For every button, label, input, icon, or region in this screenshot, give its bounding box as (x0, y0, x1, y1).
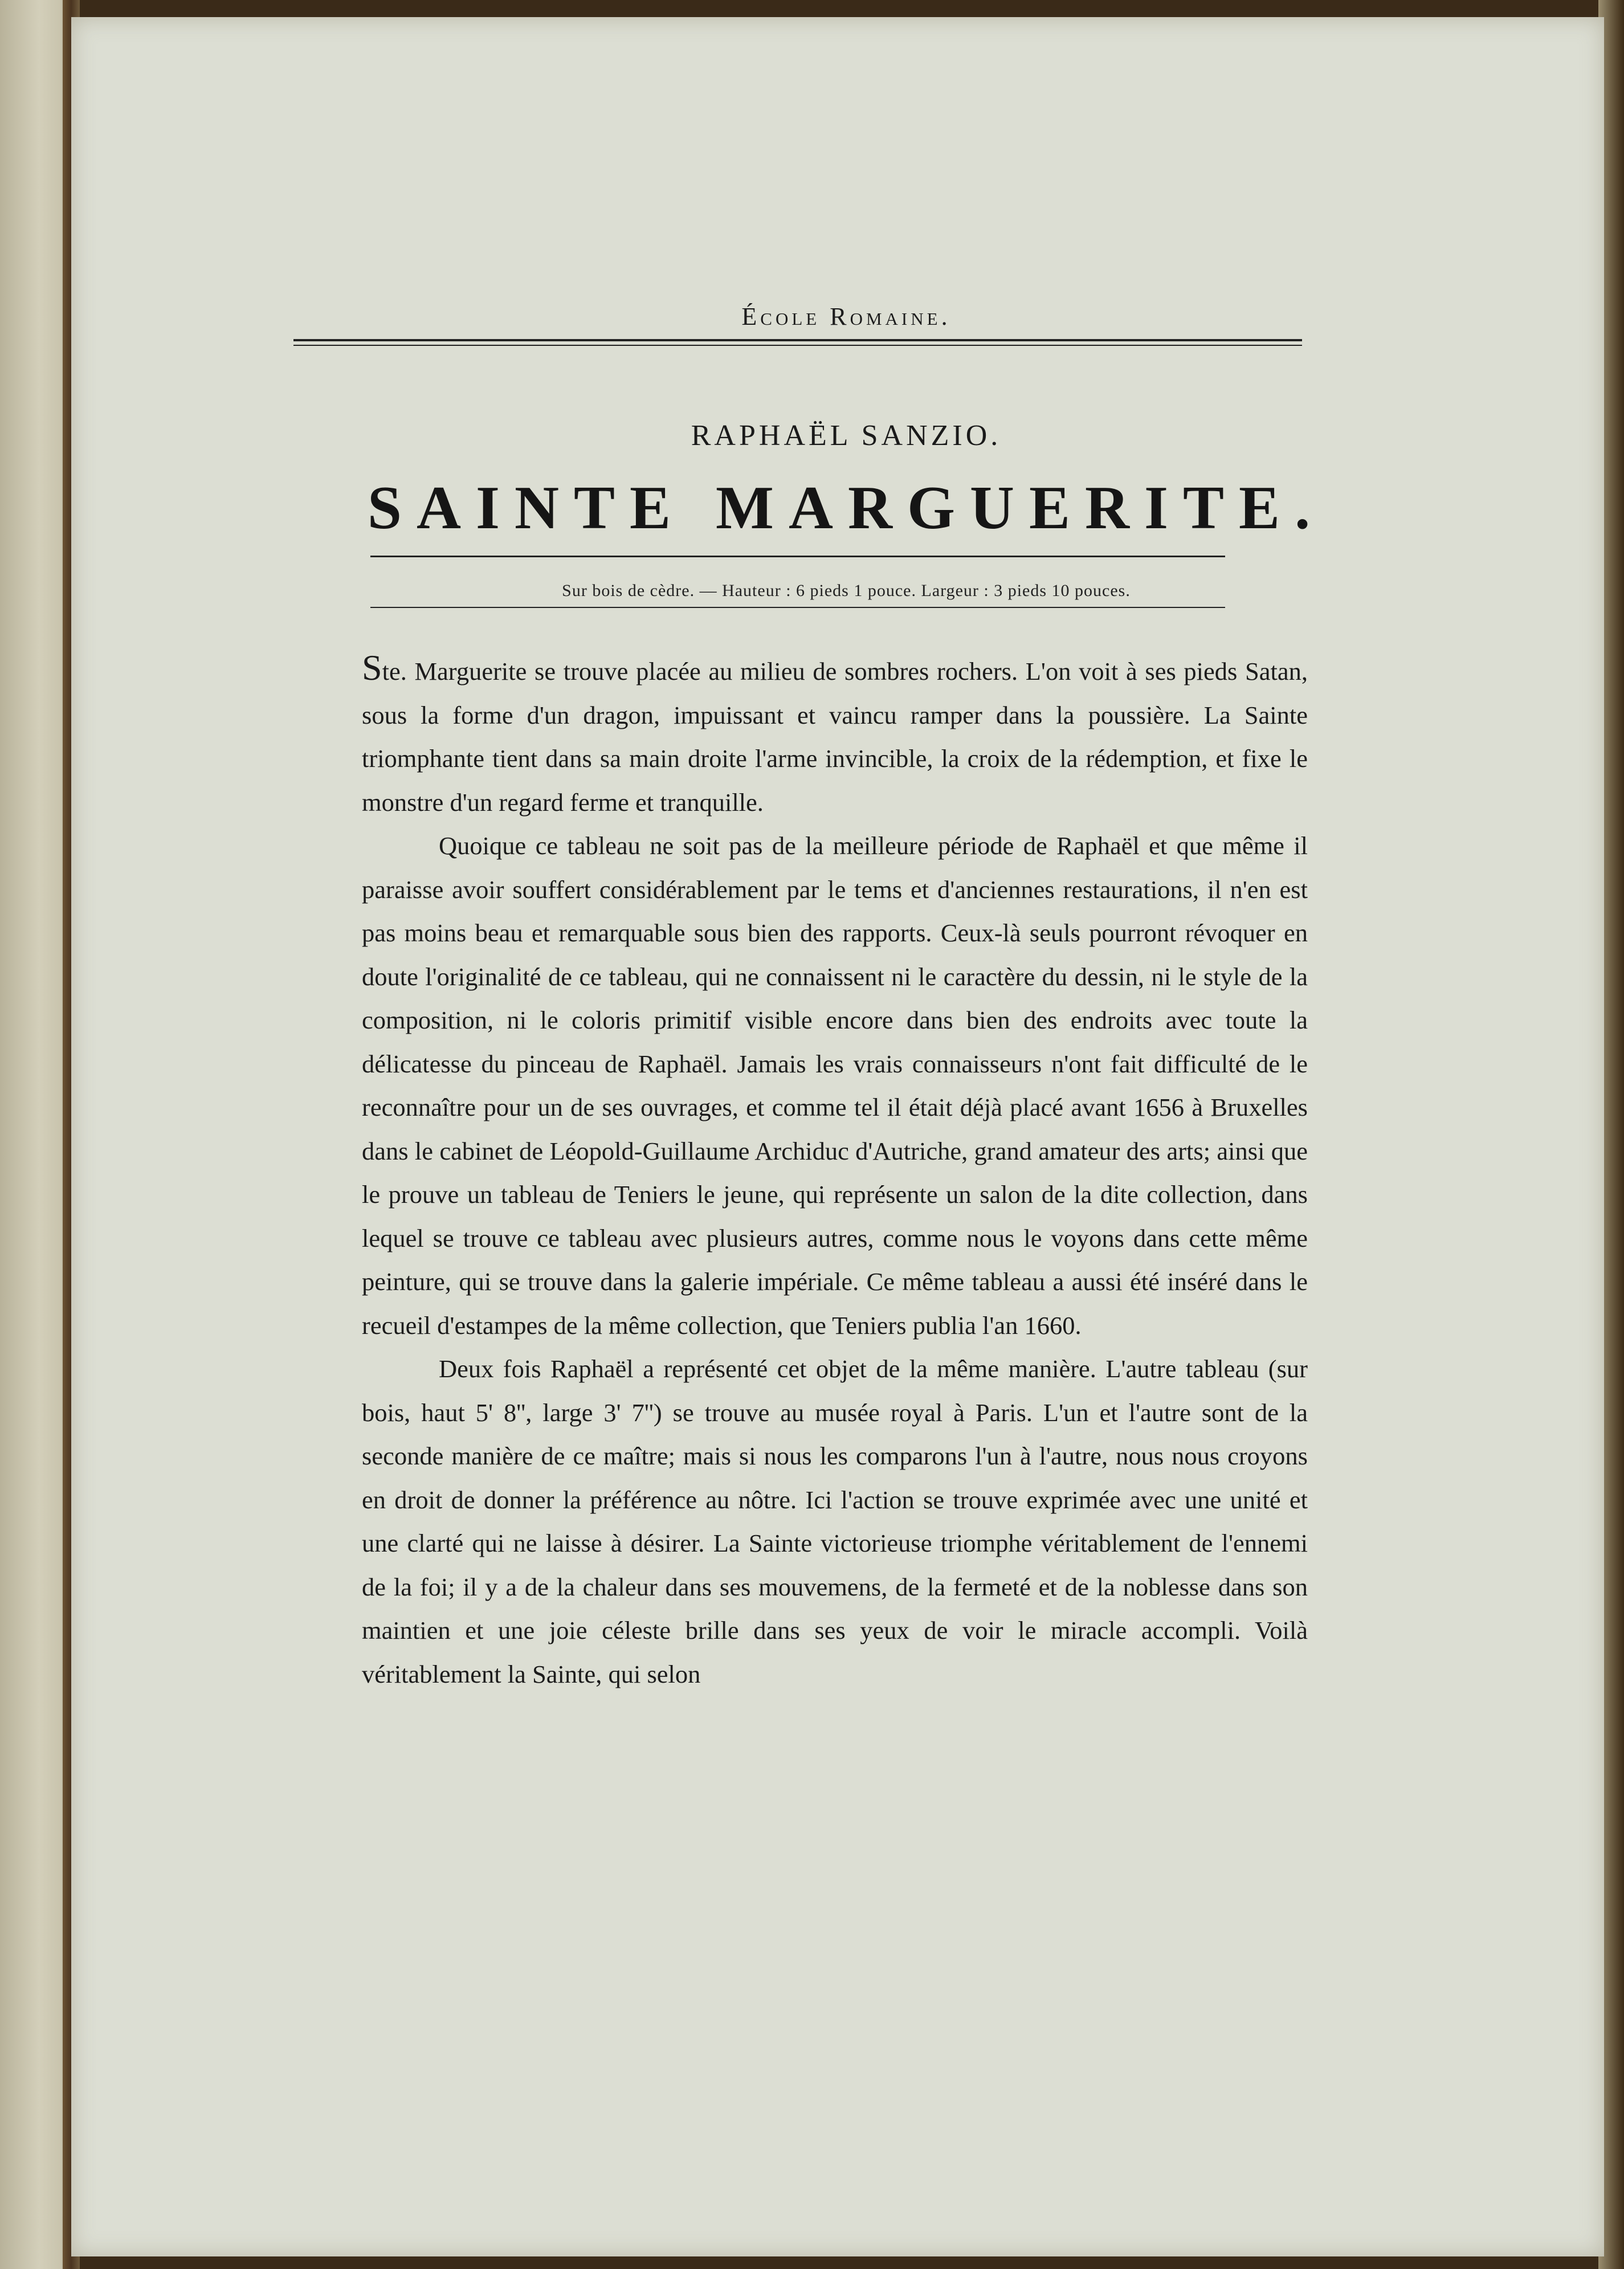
running-header: École Romaine. (741, 303, 951, 330)
article-title: SAINTE MARGUERITE. (367, 474, 1325, 542)
painting-dimensions: Sur bois de cèdre. — Hauteur : 6 pieds 1 pouce. Largeur : 3 pieds 10 pouces. (562, 581, 1131, 600)
facing-page-edge (0, 0, 71, 2269)
book-page (71, 17, 1604, 2256)
article-author: RAPHAËL SANZIO. (691, 419, 1002, 452)
paragraph-1-text: te. Marguerite se trouve placée au milieu de sombres rochers. L'on voit à ses pieds Satan, sous la forme d'un dragon, impuissant et vaincu ramper dans la poussière. La Sainte triomphante tient dans sa main droite l'arme invincible, la croix de la rédemption, et fixe le monstre d'un regard ferme et tranquille. (362, 657, 1308, 817)
paragraph-1 (362, 647, 1308, 824)
header-rule-thin (293, 345, 1302, 346)
paragraph-3: Deux fois Raphaël a représenté cet objet de la même manière. L'autre tableau (sur bois, haut 5' 8'', large 3' 7'') se trouve au musée royal à Paris. L'un et l'autre sont de la seconde manière de ce maître; mais si nous les comparons l'un à l'autre, nous nous croyons en droit de donner la préférence au nôtre. Ici l'action se trouve exprimée avec une unité et une clarté qui ne laisse à désirer. La Sainte victorieuse triomphe véritablement de l'ennemi de la foi; il y a de la chaleur dans ses mouvemens, de la fermeté et de la noblesse dans son maintien et une joie céleste brille dans ses yeux de voir le miracle accompli. Voilà véritablement la Sainte, qui selon (362, 1354, 1308, 1688)
meta-rule-top (370, 556, 1225, 557)
article-body (362, 647, 1308, 1696)
header-rule-thick (293, 339, 1302, 341)
drop-cap: S (362, 647, 382, 688)
paragraph-2: Quoique ce tableau ne soit pas de la meilleure période de Raphaël et que même il paraisse avoir souffert considérablement par le tems et d'anciennes restaurations, il n'en est pas moins beau et remarquable sous bien des rapports. Ceux-là seuls pourront révoquer en doute l'originalité de ce tableau, qui ne connaissent ni le caractère du dessin, ni le style de la composition, ni le coloris primitif visible encore dans bien des endroits avec toute la délicatesse du pinceau de Raphaël. Jamais les vrais connaisseurs n'ont fait difficulté de le reconnaître pour un de ses ouvrages, et comme tel il était déjà placé avant 1656 à Bruxelles dans le cabinet de Léopold-Guillaume Archiduc d'Autriche, grand amateur des arts; ainsi que le prouve un tableau de Teniers le jeune, qui représente un salon de la dite collection, dans lequel se trouve ce tableau avec plusieurs autres, comme nous le voyons dans cette même peinture, qui se trouve dans la galerie impériale. Ce même tableau a aussi été inséré dans le recueil d'estampes de la même collection, que Teniers publia l'an 1660. (362, 831, 1308, 1340)
meta-rule-bottom (370, 607, 1225, 608)
